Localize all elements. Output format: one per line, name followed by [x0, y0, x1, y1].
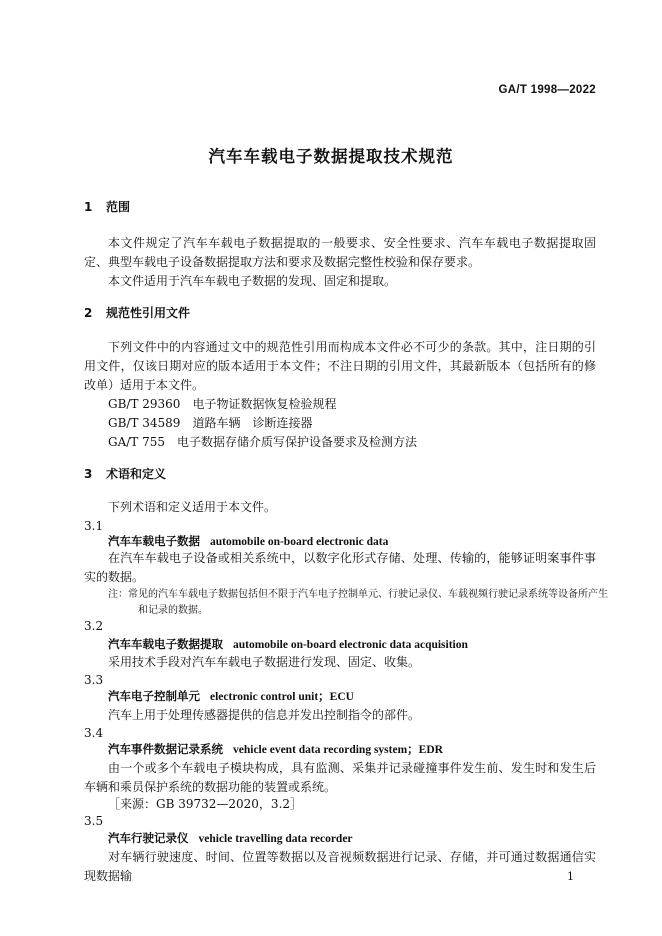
- section-number: 2: [84, 306, 93, 320]
- reference-item: [84, 395, 620, 414]
- term-heading: [84, 740, 620, 760]
- term-number: 3.5: [84, 814, 104, 828]
- term-heading: [84, 829, 620, 849]
- term-zh: 汽车行驶记录仪: [108, 831, 189, 845]
- term-number: 3.4: [84, 726, 104, 740]
- term-en: electronic control unit；ECU: [210, 691, 354, 703]
- section-1-paragraph-2: 本文件适用于汽车车载电子数据的发现、固定和提取。: [108, 274, 397, 288]
- term-heading: [84, 687, 620, 707]
- document-title: 汽车车载电子数据提取技术规范: [208, 147, 454, 166]
- term-note-continued: 和记录的数据。: [138, 605, 208, 616]
- section-3-heading: [84, 465, 596, 482]
- section-title: 范围: [106, 200, 131, 214]
- section-title: 术语和定义: [106, 467, 167, 481]
- term-source: ［来源：GB 39732—2020，3.2］: [108, 797, 303, 811]
- term-number: 3.2: [84, 619, 104, 633]
- term-definition: 在汽车车载电子设备或相关系统中，以数字化形式存储、处理、传输的，能够证明案事件事实的数据。: [84, 551, 596, 584]
- section-1-paragraph-1: 本文件规定了汽车车载电子数据提取的一般要求、安全性要求、汽车车载电子数据提取固定、典型车载电子设备数据提取方法和要求及数据完整性校验和保存要求。: [84, 236, 596, 269]
- term-zh: 汽车事件数据记录系统: [108, 742, 223, 756]
- reference-code: GB/T 34589: [108, 416, 181, 430]
- reference-item: [84, 433, 620, 452]
- reference-name: 道路车辆 诊断连接器: [192, 416, 313, 430]
- term-definition: 采用技术手段对汽车车载电子数据进行发现、固定、收集。: [108, 655, 421, 669]
- term-number: 3.3: [84, 673, 104, 687]
- standard-number: GA/T 1998—2022: [498, 84, 596, 96]
- section-number: 3: [84, 467, 93, 481]
- section-title: 规范性引用文件: [106, 306, 191, 320]
- term-definition: 对车辆行驶速度、时间、位置等数据以及音视频数据进行记录、存储，并可通过数据通信实现数据输: [84, 850, 596, 883]
- term-en: automobile on-board electronic data acquisition: [233, 639, 468, 651]
- reference-name: 电子数据存储介质写保护设备要求及检测方法: [177, 435, 418, 449]
- term-en: vehicle event data recording system；EDR: [233, 744, 443, 756]
- term-note: 注：常见的汽车车载电子数据包括但不限于汽车电子控制单元、行驶记录仪、车载视频行驶记录系统等设备所产生: [108, 589, 608, 600]
- reference-code: GB/T 29360: [108, 397, 181, 411]
- reference-name: 电子物证数据恢复检验规程: [192, 397, 337, 411]
- section-number: 1: [84, 200, 93, 214]
- term-zh: 汽车电子控制单元: [108, 689, 200, 703]
- reference-item: [84, 414, 620, 433]
- term-zh: 汽车车载电子数据: [108, 534, 200, 548]
- section-2-paragraph-1: 下列文件中的内容通过文中的规范性引用而构成本文件必不可少的条款。其中，注日期的引用文件，仅该日期对应的版本适用于本文件；不注日期的引用文件，其最新版本（包括所有的修改单）适用于本文件。: [84, 340, 596, 392]
- term-definition: 由一个或多个车载电子模块构成，具有监测、采集并记录碰撞事件发生前、发生时和发生后车辆和乘员保护系统的数据功能的装置或系统。: [84, 761, 596, 794]
- term-en: automobile on-board electronic data: [210, 536, 389, 548]
- term-number: 3.1: [84, 519, 104, 533]
- term-en: vehicle travelling data recorder: [198, 833, 353, 845]
- reference-code: GA/T 755: [108, 435, 166, 449]
- term-definition: 汽车上用于处理传感器提供的信息并发出控制指令的部件。: [108, 708, 421, 722]
- section-2-heading: [84, 304, 596, 321]
- section-1-heading: [84, 198, 596, 215]
- page-number: 1: [567, 870, 574, 883]
- section-3-intro: 下列术语和定义适用于本文件。: [108, 500, 277, 514]
- term-zh: 汽车车载电子数据提取: [108, 637, 223, 651]
- term-heading: [84, 635, 620, 655]
